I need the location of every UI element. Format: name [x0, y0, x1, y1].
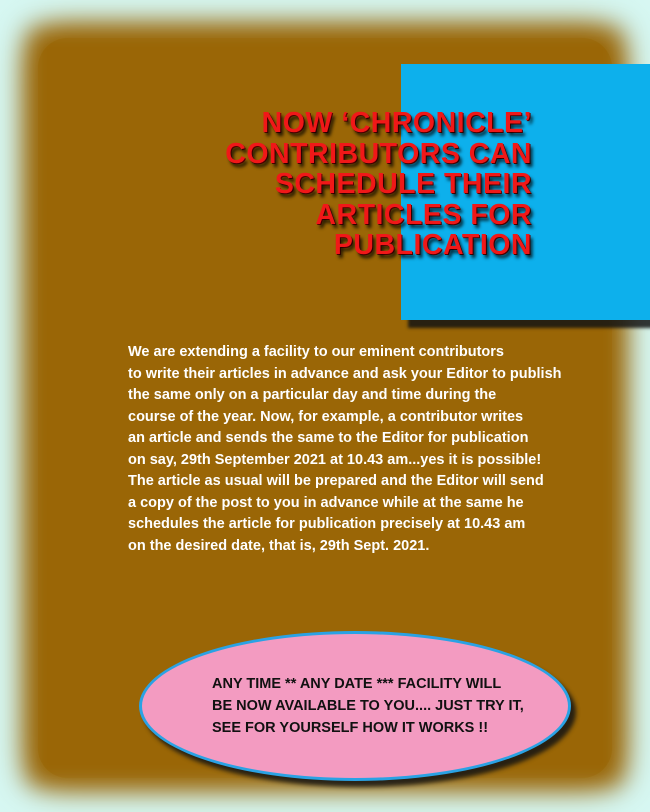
callout-line: SEE FOR YOURSELF HOW IT WORKS !! [212, 720, 489, 736]
headline-line: NOW ‘CHRONICLE’ [261, 107, 532, 139]
callout-text [212, 673, 524, 739]
body-line: the same only on a particular day and time during the [128, 387, 497, 403]
headline-line: ARTICLES FOR [315, 198, 532, 231]
body-line: schedules the article for publication precisely at 10.43 am [128, 516, 526, 532]
body-paragraph [128, 342, 598, 557]
headline-line: PUBLICATION [333, 229, 532, 261]
body-line: a copy of the post to you in advance while at the same he [128, 494, 524, 511]
body-line: to write their articles in advance and ask your Editor to publish [128, 365, 562, 382]
headline-line: SCHEDULE THEIR [274, 168, 532, 200]
body-line: on say, 29th September 2021 at 10.43 am...yes it is possible! [128, 451, 542, 468]
headline-line: CONTRIBUTORS CAN [225, 137, 532, 170]
body-line: We are extending a facility to our eminent contributors [128, 344, 504, 360]
body-line: The article as usual will be prepared and the Editor will send [128, 473, 544, 489]
body-line: course of the year. Now, for example, a contributor writes [128, 408, 524, 425]
callout-line: ANY TIME ** ANY DATE *** FACILITY WILL [212, 676, 502, 692]
callout-line: BE NOW AVAILABLE TO YOU.... JUST TRY IT, [212, 698, 524, 714]
body-line: on the desired date, that is, 29th Sept. 2021. [128, 537, 430, 554]
body-line: an article and sends the same to the Editor for publication [128, 430, 529, 446]
headline [102, 108, 532, 261]
